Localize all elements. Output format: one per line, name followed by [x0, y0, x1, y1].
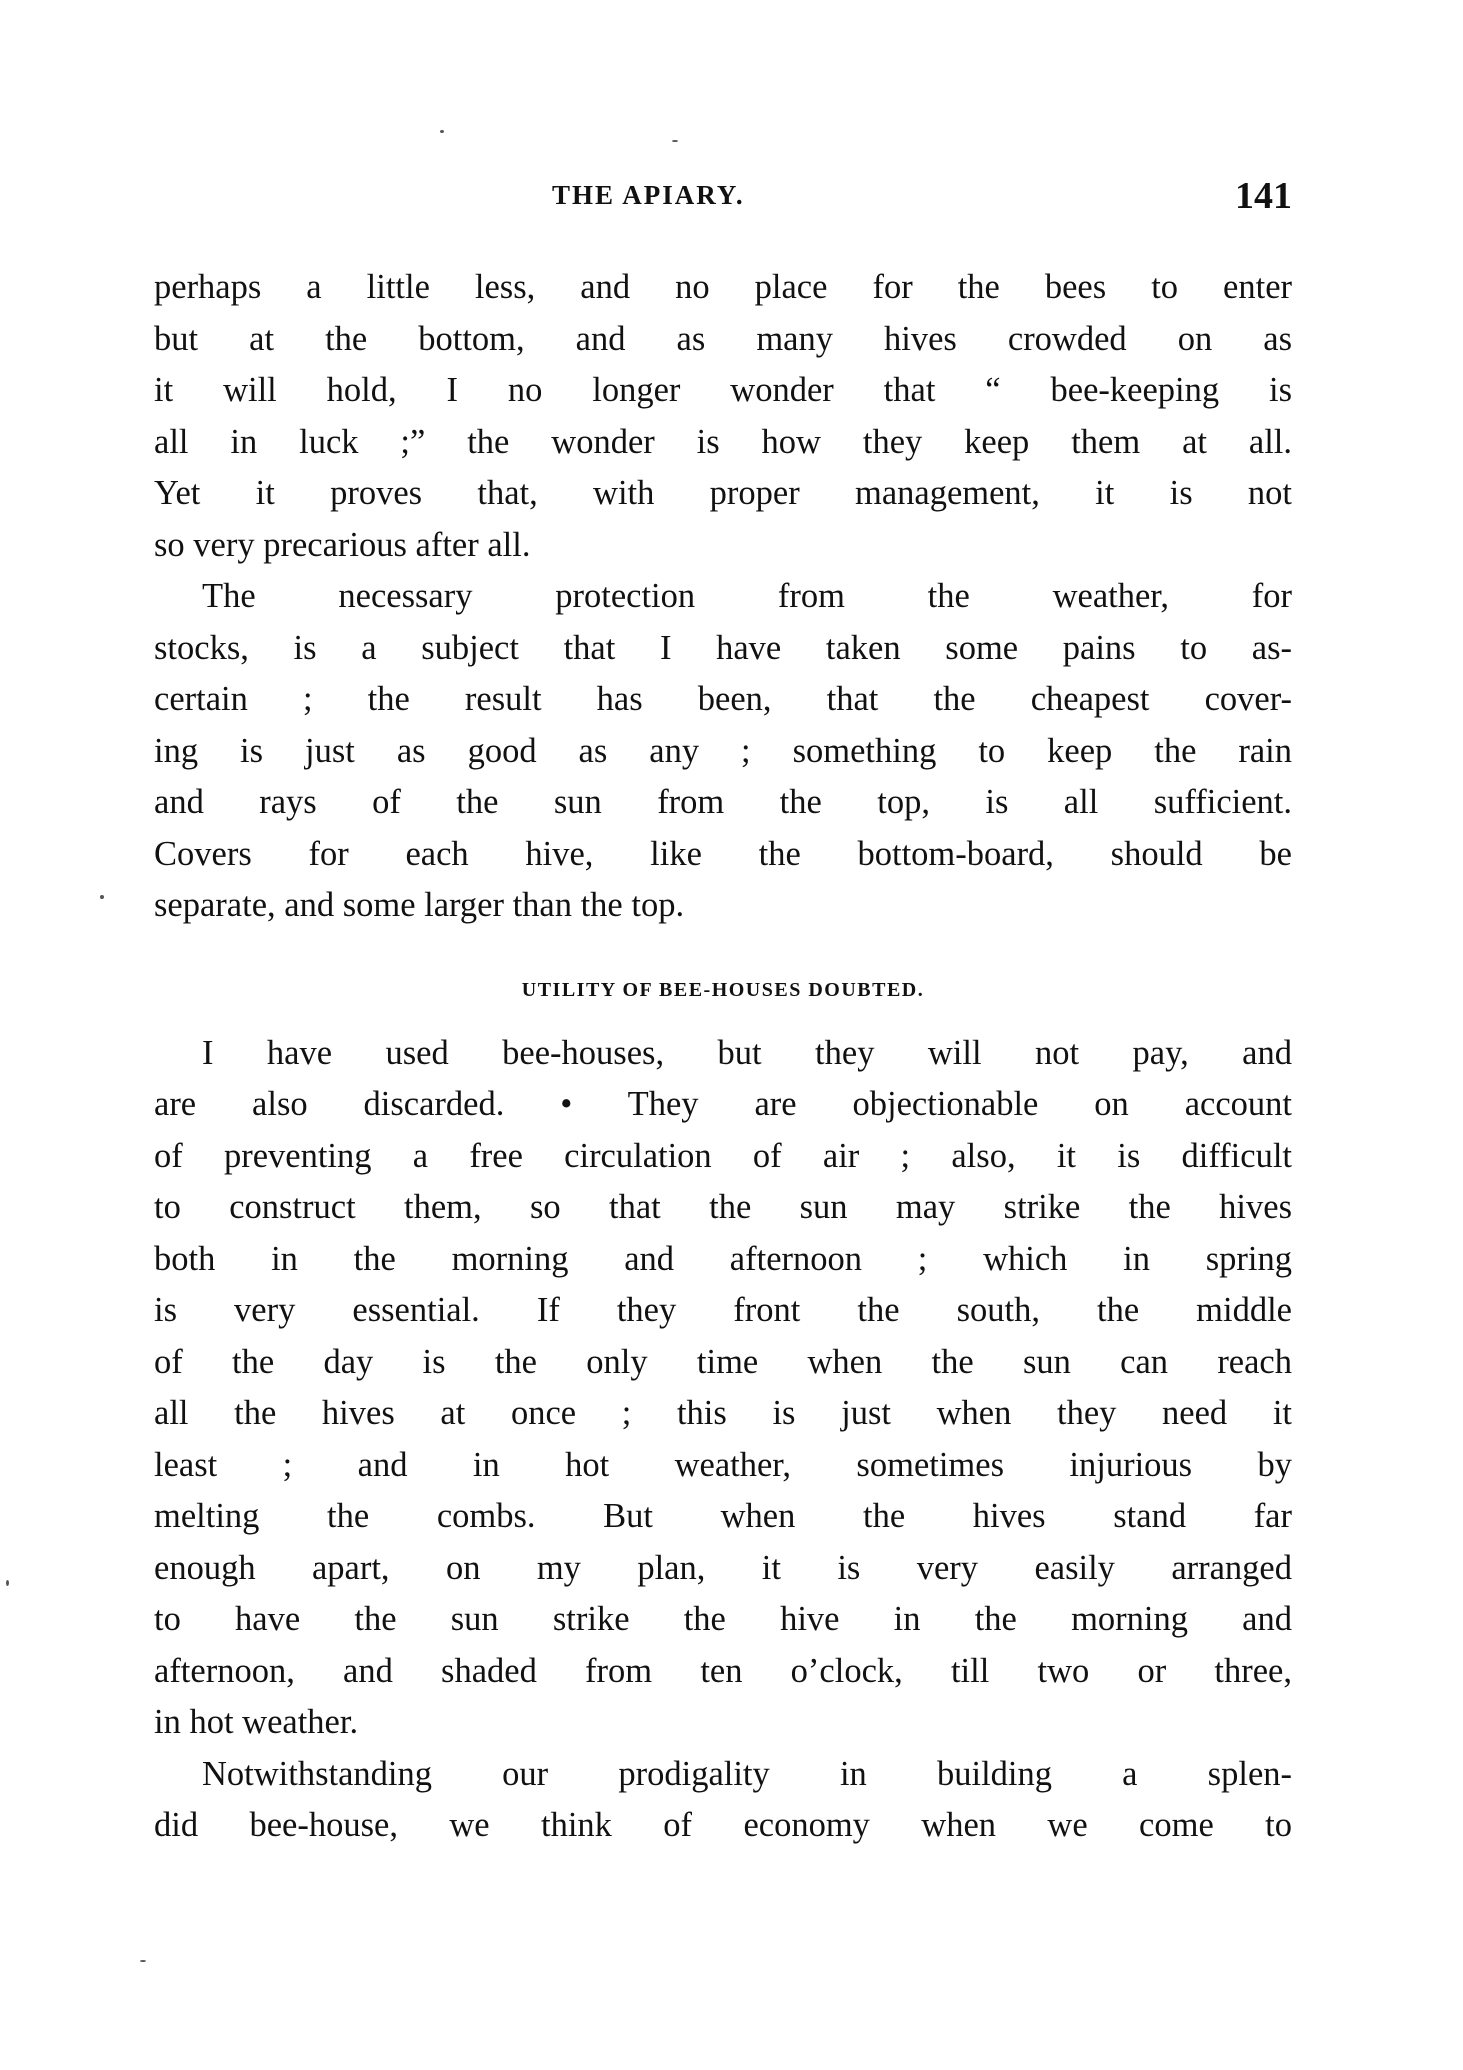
scan-speck	[140, 1960, 146, 1962]
text-line: The necessary protection from the weather, for	[202, 577, 1292, 615]
text-line: of preventing a free circulation of air ; also, it is difficult	[154, 1136, 1292, 1175]
scan-speck	[440, 130, 444, 133]
text-line: so very precarious after all.	[154, 525, 531, 564]
scan-speck	[6, 1580, 9, 1586]
text-line: both in the morning and afternoon ; which in spring	[154, 1239, 1292, 1278]
text-line: to have the sun strike the hive in the morning and	[154, 1600, 1292, 1638]
text-line: and rays of the sun from the top, is all sufficient.	[154, 783, 1292, 821]
text-line: are also discarded. • They are objectionable on account	[154, 1085, 1292, 1123]
text-line: least ; and in hot weather, sometimes injurious by	[154, 1445, 1292, 1484]
text-line: of the day is the only time when the sun can reach	[154, 1342, 1292, 1381]
text-line: stocks, is a subject that I have taken some pains to as-	[154, 628, 1292, 667]
text-line: Yet it proves that, with proper management, it is not	[154, 474, 1292, 512]
text-line: all the hives at once ; this is just when they need it	[154, 1394, 1292, 1432]
paragraph-continuation	[154, 262, 1292, 571]
text-line: to construct them, so that the sun may strike the hives	[154, 1188, 1292, 1226]
running-title: THE APIARY.	[552, 180, 745, 210]
text-line: all in luck ;” the wonder is how they keep them at all.	[154, 422, 1292, 461]
scan-speck	[100, 895, 104, 899]
text-line: enough apart, on my plan, it is very easily arranged	[154, 1548, 1292, 1587]
page-body	[154, 262, 1292, 1852]
text-line: it will hold, I no longer wonder that “ bee-keeping is	[154, 371, 1292, 409]
section-subheading: UTILITY OF BEE-HOUSES DOUBTED.	[521, 978, 925, 1001]
text-line: certain ; the result has been, that the cheapest cover-	[154, 680, 1292, 718]
paragraph-bee-houses	[154, 1028, 1292, 1749]
scan-speck	[672, 140, 678, 142]
text-line: is very essential. If they front the south, the middle	[154, 1291, 1292, 1329]
running-head	[154, 176, 1292, 220]
text-line: did bee-house, we think of economy when we come to	[154, 1806, 1292, 1844]
text-line: melting the combs. But when the hives stand far	[154, 1497, 1292, 1535]
text-line: Covers for each hive, like the bottom-board, should be	[154, 834, 1292, 873]
text-line: afternoon, and shaded from ten o’clock, till two or three,	[154, 1651, 1292, 1690]
paragraph-notwithstanding	[154, 1749, 1292, 1852]
text-line: ing is just as good as any ; something to keep the rain	[154, 731, 1292, 770]
text-line: in hot weather.	[154, 1703, 359, 1741]
text-line: I have used bee-houses, but they will not pay, and	[202, 1033, 1292, 1072]
text-line: perhaps a little less, and no place for the bees to enter	[154, 268, 1292, 306]
page-number: 141	[1235, 175, 1292, 217]
text-line: but at the bottom, and as many hives crowded on as	[154, 319, 1292, 358]
text-line: Notwithstanding our prodigality in building a splen-	[202, 1754, 1292, 1793]
paragraph-protection	[154, 571, 1292, 932]
text-line: separate, and some larger than the top.	[154, 886, 685, 924]
